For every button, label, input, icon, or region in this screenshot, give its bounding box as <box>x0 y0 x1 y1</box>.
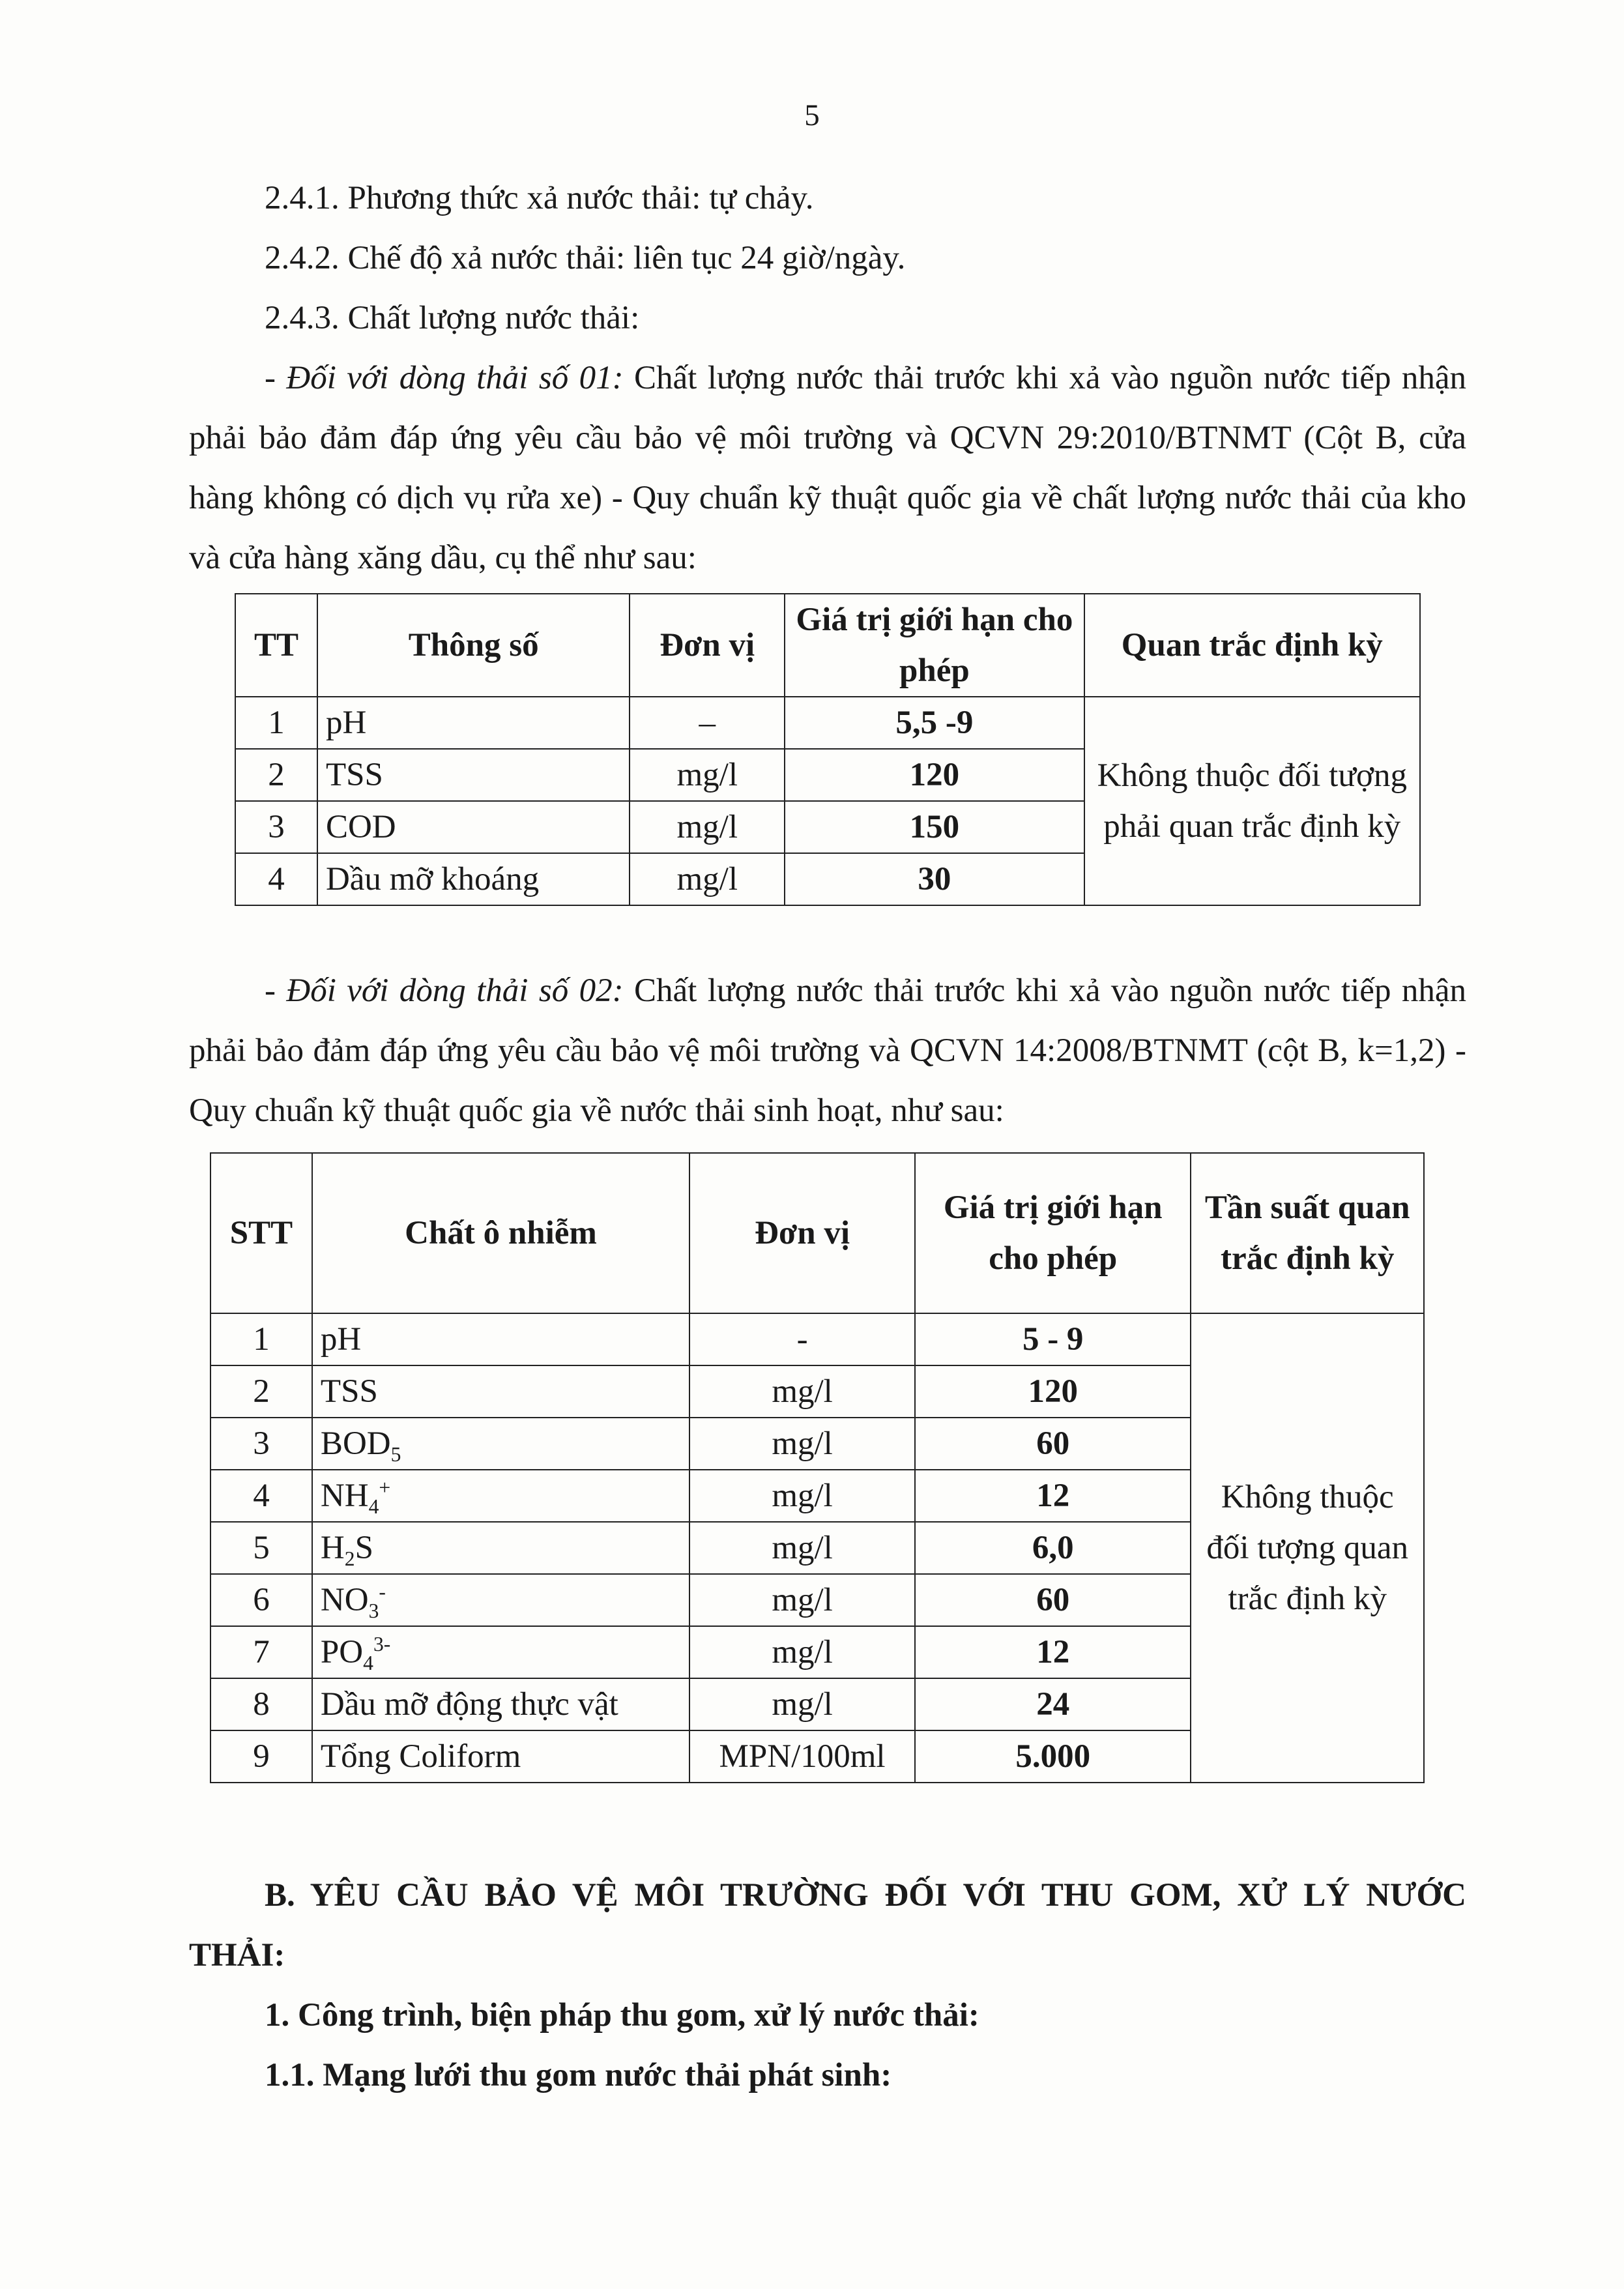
header-limit: Giá trị giới hạn cho phép <box>785 594 1084 697</box>
paragraph-stream-01-lead: - Đối với dòng thải số 01: <box>265 360 624 396</box>
cell-pollutant: Tổng Coliform <box>312 1730 689 1783</box>
cell-pollutant: Dầu mỡ động thực vật <box>312 1678 689 1730</box>
cell-limit: 5.000 <box>915 1730 1191 1783</box>
cell-tt: 4 <box>235 853 317 905</box>
cell-limit: 12 <box>915 1626 1191 1678</box>
cell-pollutant: TSS <box>312 1365 689 1418</box>
table-stream-02 <box>210 1152 1425 1783</box>
formula-main: NH <box>320 1478 369 1514</box>
formula-main: BOD <box>320 1425 391 1462</box>
paragraph-stream-02-text: Chất lượng nước thải trước khi xả vào nguồn nước tiếp nhận phải bảo đảm đáp ứng yêu cầu bảo vệ môi trường và QCVN 14:2008/BTNMT (cột B, k=1,2) - Quy chuẩn kỹ thuật quốc gia về nước thải sinh hoạt, như sau: <box>189 972 1466 1129</box>
formula-tail: S <box>355 1530 373 1566</box>
cell-unit: mg/l <box>689 1365 915 1418</box>
cell-limit: 6,0 <box>915 1522 1191 1574</box>
section-b-sub-1: 1. Công trình, biện pháp thu gom, xử lý nước thải: <box>265 1997 979 2034</box>
document-body <box>189 168 1466 2105</box>
header-limit: Giá trị giới hạn cho phép <box>915 1153 1191 1313</box>
cell-pollutant <box>312 1626 689 1678</box>
cell-parameter: Dầu mỡ khoáng <box>317 853 630 905</box>
section-b-sub-1-1: 1.1. Mạng lưới thu gom nước thải phát sinh: <box>265 2057 892 2093</box>
cell-unit: mg/l <box>689 1574 915 1626</box>
cell-limit: 150 <box>785 801 1084 853</box>
cell-stt: 3 <box>210 1418 312 1470</box>
line-2-4-1: 2.4.1. Phương thức xả nước thải: tự chảy. <box>265 180 814 216</box>
cell-unit: – <box>630 697 785 749</box>
formula-main: H <box>320 1530 345 1566</box>
paragraph-stream-01 <box>189 348 1466 588</box>
cell-tt: 2 <box>235 749 317 801</box>
table-stream-01 <box>235 593 1421 906</box>
formula-sup: - <box>379 1581 386 1603</box>
cell-limit: 5,5 -9 <box>785 697 1084 749</box>
cell-limit: 5 - 9 <box>915 1313 1191 1365</box>
table-header-row <box>235 594 1420 697</box>
cell-frequency-note: Không thuộc đối tượng quan trắc định kỳ <box>1191 1313 1424 1783</box>
cell-monitoring-note: Không thuộc đối tượng phải quan trắc định kỳ <box>1084 697 1420 905</box>
line-2-4-2: 2.4.2. Chế độ xả nước thải: liên tục 24 giờ/ngày. <box>265 240 906 276</box>
cell-parameter: COD <box>317 801 630 853</box>
header-monitoring: Quan trắc định kỳ <box>1084 594 1420 697</box>
cell-parameter: pH <box>317 697 630 749</box>
header-tt: TT <box>235 594 317 697</box>
cell-unit: mg/l <box>630 853 785 905</box>
formula-sub: 4 <box>363 1652 373 1675</box>
header-pollutant: Chất ô nhiễm <box>312 1153 689 1313</box>
header-unit: Đơn vị <box>689 1153 915 1313</box>
formula-sub: 5 <box>390 1443 401 1466</box>
formula-sub: 4 <box>368 1495 379 1519</box>
cell-limit: 60 <box>915 1418 1191 1470</box>
cell-parameter: TSS <box>317 749 630 801</box>
spacer <box>189 1783 1466 1865</box>
cell-limit: 30 <box>785 853 1084 905</box>
cell-pollutant: pH <box>312 1313 689 1365</box>
formula-main: NO <box>320 1582 369 1618</box>
formula-sup: + <box>379 1476 391 1499</box>
table-row <box>210 1313 1424 1365</box>
cell-limit: 12 <box>915 1470 1191 1522</box>
spacer <box>189 906 1466 961</box>
page-number: 5 <box>804 98 820 132</box>
cell-stt: 5 <box>210 1522 312 1574</box>
cell-unit: - <box>689 1313 915 1365</box>
paragraph-stream-02 <box>189 961 1466 1141</box>
table-header-row <box>210 1153 1424 1313</box>
cell-pollutant <box>312 1522 689 1574</box>
paragraph-stream-01-text: Chất lượng nước thải trước khi xả vào nguồn nước tiếp nhận phải bảo đảm đáp ứng yêu cầu bảo vệ môi trường và QCVN 29:2010/BTNMT (Cột B, cửa hàng không có dịch vụ rửa xe) - Quy chuẩn kỹ thuật quốc gia về chất lượng nước thải của kho và cửa hàng xăng dầu, cụ thể như sau: <box>189 360 1466 576</box>
section-b-heading: B. YÊU CẦU BẢO VỆ MÔI TRƯỜNG ĐỐI VỚI THU GOM, XỬ LÝ NƯỚC THẢI: <box>189 1877 1466 1974</box>
header-parameter: Thông số <box>317 594 630 697</box>
cell-unit: mg/l <box>630 749 785 801</box>
cell-unit: mg/l <box>689 1626 915 1678</box>
cell-pollutant <box>312 1574 689 1626</box>
cell-limit: 120 <box>785 749 1084 801</box>
cell-stt: 2 <box>210 1365 312 1418</box>
cell-limit: 24 <box>915 1678 1191 1730</box>
formula-sup: 3- <box>373 1633 391 1655</box>
cell-tt: 3 <box>235 801 317 853</box>
header-stt: STT <box>210 1153 312 1313</box>
cell-stt: 7 <box>210 1626 312 1678</box>
line-2-4-3: 2.4.3. Chất lượng nước thải: <box>265 300 640 336</box>
cell-pollutant <box>312 1470 689 1522</box>
cell-limit: 120 <box>915 1365 1191 1418</box>
cell-stt: 6 <box>210 1574 312 1626</box>
cell-tt: 1 <box>235 697 317 749</box>
cell-unit: mg/l <box>630 801 785 853</box>
cell-pollutant <box>312 1418 689 1470</box>
cell-stt: 4 <box>210 1470 312 1522</box>
cell-unit: mg/l <box>689 1678 915 1730</box>
table-row <box>235 697 1420 749</box>
formula-sub: 2 <box>344 1547 355 1571</box>
cell-unit: mg/l <box>689 1470 915 1522</box>
cell-limit: 60 <box>915 1574 1191 1626</box>
cell-unit: mg/l <box>689 1522 915 1574</box>
header-unit: Đơn vị <box>630 594 785 697</box>
cell-stt: 1 <box>210 1313 312 1365</box>
formula-main: PO <box>320 1634 364 1670</box>
cell-unit: MPN/100ml <box>689 1730 915 1783</box>
cell-stt: 8 <box>210 1678 312 1730</box>
header-frequency: Tần suất quan trắc định kỳ <box>1191 1153 1424 1313</box>
paragraph-stream-02-lead: - Đối với dòng thải số 02: <box>265 972 624 1009</box>
formula-sub: 3 <box>368 1599 379 1623</box>
cell-unit: mg/l <box>689 1418 915 1470</box>
cell-stt: 9 <box>210 1730 312 1783</box>
